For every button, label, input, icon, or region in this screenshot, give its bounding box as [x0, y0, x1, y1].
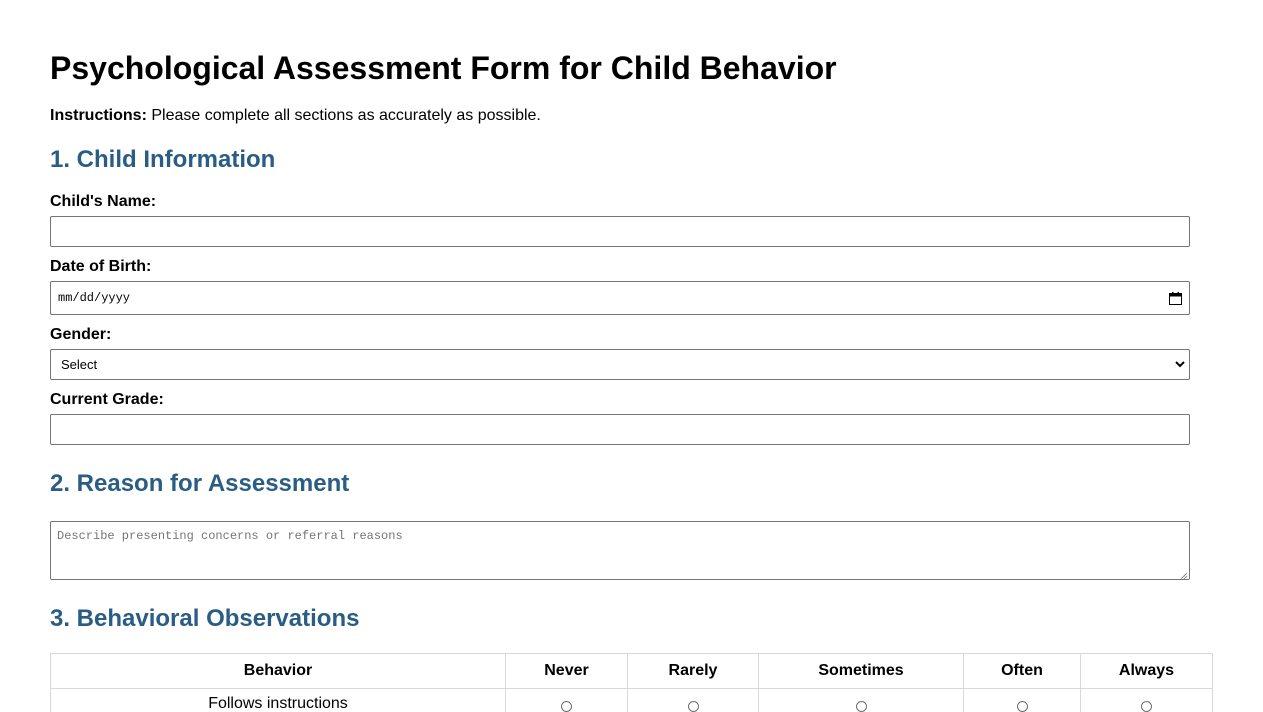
radio-never[interactable] — [561, 701, 572, 712]
rating-cell-always — [1081, 689, 1213, 712]
current-grade-input[interactable] — [50, 414, 1190, 445]
radio-sometimes[interactable] — [856, 701, 867, 712]
behavior-cell: Follows instructions — [51, 689, 506, 712]
date-of-birth-label: Date of Birth: — [50, 258, 152, 275]
radio-rarely[interactable] — [688, 701, 699, 712]
childs-name-label: Child's Name: — [50, 193, 157, 210]
reason-for-assessment-textarea[interactable] — [50, 521, 1190, 580]
column-header-never: Never — [506, 654, 628, 689]
gender-select[interactable] — [50, 349, 1190, 380]
chevron-down-icon — [1175, 361, 1185, 368]
rating-cell-rarely — [628, 689, 759, 712]
radio-always[interactable] — [1141, 701, 1152, 712]
current-grade-label: Current Grade: — [50, 391, 164, 408]
column-header-sometimes: Sometimes — [759, 654, 964, 689]
section-heading-child-information: 1. Child Information — [50, 146, 276, 173]
instructions-text: Please complete all sections as accurately as possible. — [146, 107, 541, 124]
gender-selected-value: Select — [61, 357, 98, 372]
date-of-birth-placeholder: mm/dd/yyyy — [58, 291, 131, 305]
rating-cell-never — [506, 689, 628, 712]
childs-name-input[interactable] — [50, 216, 1190, 247]
table-header-row — [51, 654, 1213, 689]
calendar-icon[interactable] — [1169, 292, 1182, 305]
instructions-label: Instructions: — [50, 107, 147, 124]
page-title: Psychological Assessment Form for Child Behavior — [50, 50, 837, 86]
column-header-often: Often — [964, 654, 1081, 689]
column-header-behavior: Behavior — [51, 654, 506, 689]
table-row — [51, 689, 1213, 712]
rating-cell-often — [964, 689, 1081, 712]
column-header-rarely: Rarely — [628, 654, 759, 689]
rating-cell-sometimes — [759, 689, 964, 712]
gender-label: Gender: — [50, 326, 112, 343]
section-heading-behavioral-observations: 3. Behavioral Observations — [50, 605, 360, 632]
date-of-birth-input[interactable] — [50, 281, 1190, 315]
radio-often[interactable] — [1017, 701, 1028, 712]
instructions — [50, 106, 1213, 126]
section-heading-reason-for-assessment: 2. Reason for Assessment — [50, 470, 350, 497]
resize-grip-icon[interactable] — [1180, 570, 1188, 578]
column-header-always: Always — [1081, 654, 1213, 689]
reason-placeholder: Describe presenting concerns or referral reasons — [57, 529, 403, 543]
behavior-table — [50, 653, 1213, 712]
